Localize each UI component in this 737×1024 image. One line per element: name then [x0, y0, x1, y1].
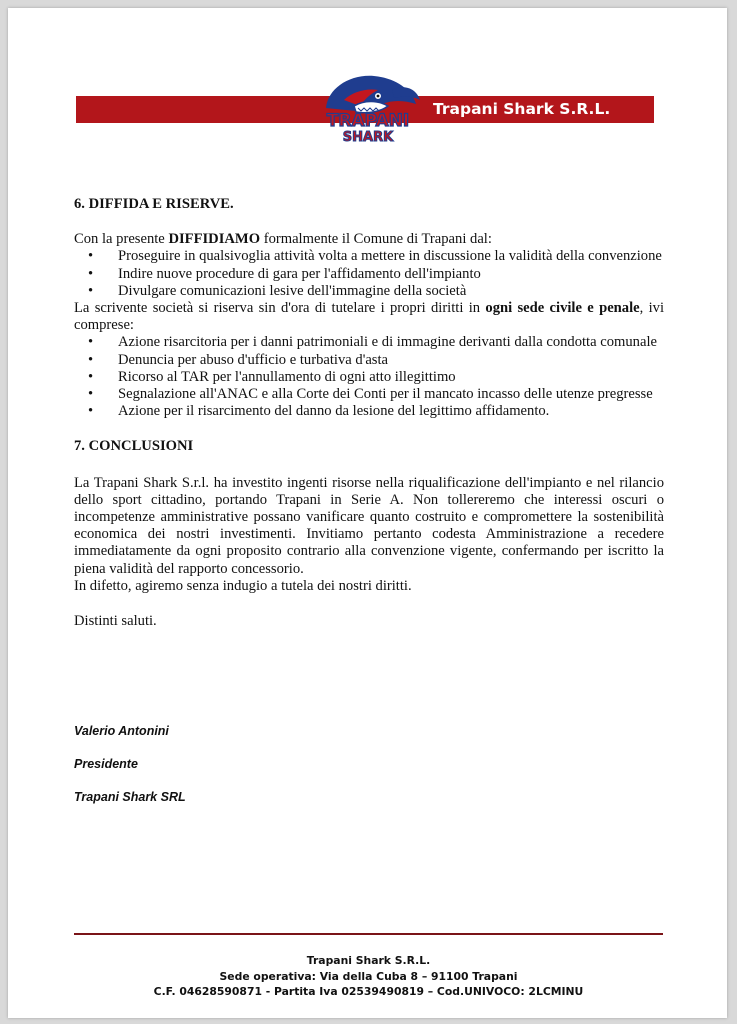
trapani-shark-logo [308, 70, 428, 146]
footer-tax-ids: C.F. 04628590871 - Partita Iva 02539490819 – Cod.UNIVOCO: 2LCMINU [153, 985, 584, 999]
prohibitions-list [74, 248, 664, 300]
footer-divider [74, 933, 663, 935]
section-7-title: 7. CONCLUSIONI [74, 438, 194, 455]
footer-address: Sede operativa: Via della Cuba 8 – 91100 Trapani [219, 969, 518, 983]
svg-text:TRAPANI: TRAPANI [326, 111, 410, 131]
list-item: • Azione per il risarcimento del danno da lesione del legittimo affidamento. [74, 403, 664, 420]
section-6-intro: Con la presente DIFFIDIAMO formalmente il Comune di Trapani dal: [74, 231, 492, 248]
signature-company: Trapani Shark SRL [74, 790, 186, 804]
footer [74, 953, 663, 1000]
actions-list [74, 334, 664, 420]
list-item: • Indire nuove procedure di gara per l'affidamento dell'impianto [74, 266, 664, 283]
section-6-title: 6. DIFFIDA E RISERVE. [74, 196, 234, 212]
signature-role: Presidente [74, 757, 138, 771]
list-item: • Divulgare comunicazioni lesive dell'immagine della società [74, 283, 664, 300]
section-6-reserve: La scrivente società si riserva sin d'ora di tutelare i propri diritti in ogni sede civile e penale, ivi comprese: [74, 300, 664, 334]
footer-company: Trapani Shark S.R.L. [306, 954, 431, 967]
section-7-last-line: In difetto, agiremo senza indugio a tutela dei nostri diritti. [74, 577, 412, 594]
list-item: • Denuncia per abuso d'ufficio e turbativa d'asta [74, 352, 664, 369]
list-item: • Segnalazione all'ANAC e alla Corte dei Conti per il mancato incasso delle utenze pregresse [74, 386, 664, 403]
svg-text:SHARK: SHARK [342, 130, 394, 145]
list-item: • Proseguire in qualsivoglia attività volta a mettere in discussione la validità della convenzione [74, 248, 664, 265]
header-company-name: Trapani Shark S.R.L. [433, 100, 611, 118]
signature-name: Valerio Antonini [74, 724, 169, 738]
letter-body [74, 196, 664, 630]
section-7-paragraph: La Trapani Shark S.r.l. ha investito ingenti risorse nella riqualificazione dell'impianto e nel rilancio dello sport cittadino, portando Trapani in Serie A. Non tollereremo che interessi oscuri o incompetenze amministrative possano vanificare quanto costruito e compromettere la sostenibilità economica dei nostri investimenti. Invitiamo pertanto codesta Amministrazione a recedere immediatamente da ogni proposito contrario alla convenzione vigente, confermando per iscritto la piena validità del rapporto concessorio. [74, 474, 664, 577]
closing-greeting: Distinti saluti. [74, 613, 157, 630]
list-item: • Ricorso al TAR per l'annullamento di ogni atto illegittimo [74, 369, 664, 386]
list-item: • Azione risarcitoria per i danni patrimoniali e di immagine derivanti dalla condotta comunale [74, 334, 664, 351]
